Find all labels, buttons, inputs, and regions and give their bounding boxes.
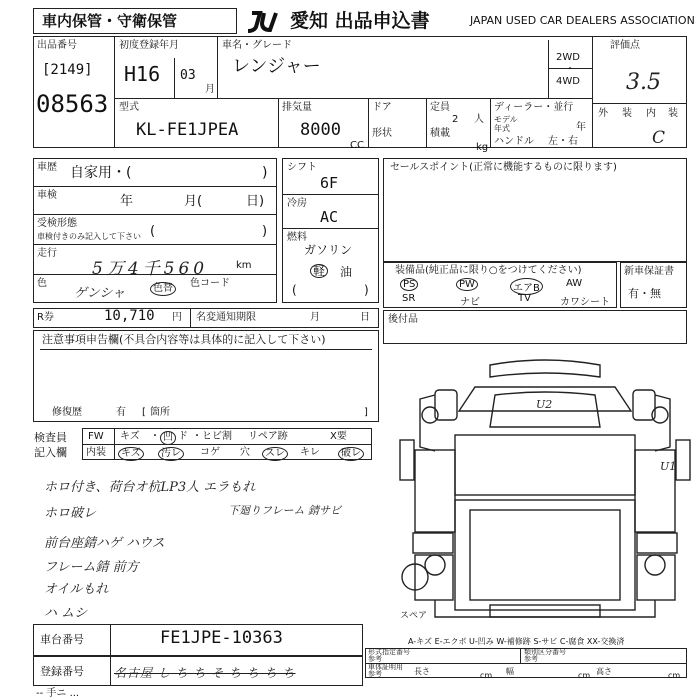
equip-navi: ナビ — [460, 297, 480, 308]
form-paren-open: ( — [150, 224, 156, 239]
drive-sep: ・ — [565, 64, 575, 75]
model-grade-value: レンジャー — [232, 56, 321, 77]
shaken-label: 車検 — [37, 190, 57, 201]
form-sub: 車検付きのみ記入して下さい — [37, 232, 141, 241]
rating-interior-value: C — [652, 128, 666, 148]
recycle-label: R券 — [37, 312, 54, 323]
mileage-label: 走行 — [37, 248, 57, 259]
load-label: 積載 — [430, 128, 450, 139]
color-value: ゲンシャ — [74, 286, 126, 301]
org-title: 愛知 出品申込書 — [290, 10, 430, 32]
footer-text: -- 手ニ ... — [36, 688, 80, 699]
fuel-paren-close: ) — [364, 283, 369, 297]
row2-head: 内装 — [86, 447, 106, 458]
note-line-2: ホロ破レ — [44, 506, 97, 521]
rating-appearance-label: 装 — [622, 108, 632, 119]
history-close: ) — [262, 165, 268, 181]
registration-month-unit: 月 — [205, 84, 215, 95]
width-label: 幅 — [506, 667, 514, 676]
diagram-mark-u1: U1 — [660, 460, 677, 473]
row2-item-rub: スレ — [262, 447, 288, 461]
rating-value: 3.5 — [626, 70, 661, 95]
displacement-value: 8000 — [300, 120, 341, 140]
parking-label: 車内保管・守衛保管 — [42, 12, 178, 30]
caution-label: 注意事項申告欄(不具合内容等は具体的に記入して下さい) — [42, 333, 326, 346]
color-code-label: 色コード — [190, 278, 230, 289]
registration-label: 初度登録年月 — [119, 40, 179, 51]
row1-sep-2: ・ — [192, 431, 202, 442]
notice-label: 名変通知期限 — [196, 312, 256, 323]
length-cm: cm — [480, 671, 493, 680]
note-line-1: ホロ付き、荷台オ杭LP3人 エラもれ — [44, 480, 256, 495]
note-line-5: オイルもれ — [44, 582, 109, 597]
aircon-value: AC — [320, 208, 339, 226]
chassis-value: FE1JPE-10363 — [160, 628, 283, 648]
sales-point-label: セールスポイント(正常に機能するものに限ります) — [390, 162, 617, 173]
lot-number: 08563 — [36, 90, 109, 118]
notice-month-unit: 月 — [310, 312, 320, 323]
notice-day-unit: 日 — [360, 312, 370, 323]
org-english: JAPAN USED CAR DEALERS ASSOCIATION — [470, 14, 695, 27]
class-label: 類別区分番号 参考 — [524, 648, 566, 663]
note-line-6: ハ ムシ — [44, 606, 88, 621]
equip-sr: SR — [402, 293, 416, 304]
row1-sep-1: ・ — [150, 431, 160, 442]
inspector-label: 検査員 — [34, 431, 67, 444]
lot-sub-number: [2149] — [42, 62, 93, 78]
row2-item-scratch: キズ — [118, 447, 144, 461]
color-changed: 色替 — [150, 282, 176, 296]
equip-aw: AW — [566, 278, 583, 289]
row2-item-cut: キレ — [300, 447, 320, 458]
row1-item-repair: リペア跡 — [248, 431, 288, 442]
dealer-label: ディーラー・並行 — [494, 102, 574, 113]
row2-item-dirt: 汚レ — [158, 447, 184, 461]
size-label: 車体証明用 参考 — [368, 663, 403, 678]
shift-value: 6F — [320, 174, 339, 192]
registration-year: H16 — [124, 62, 161, 86]
lot-label: 出品番号 — [37, 40, 77, 51]
note-right: 下廻りフレーム 錆サビ — [228, 504, 342, 517]
recycle-unit: 円 — [172, 312, 182, 323]
handle-value: 左・右 — [548, 136, 578, 147]
spare-label: スペア — [400, 611, 428, 621]
row2-item-burn: コゲ — [200, 447, 220, 458]
equip-seat: カワシート — [560, 297, 610, 308]
rating-interior-suffix: 装 — [668, 108, 678, 119]
row1-item-dent: 凹 — [160, 431, 176, 445]
model-code-value: KL-FE1JPEA — [136, 120, 239, 140]
shaken-year-unit: 年 — [120, 194, 134, 209]
height-cm: cm — [668, 671, 681, 680]
row1-item-crack: ヒビ割 — [202, 431, 232, 442]
recycle-value: 10,710 — [104, 308, 155, 324]
fuel-oil: 油 — [340, 265, 353, 279]
mileage-unit: km — [236, 260, 252, 271]
cert-label: 形式指定番号 参考 — [368, 648, 410, 663]
year-unit: 年 — [576, 122, 586, 133]
model-code-label: 型式 — [119, 102, 139, 113]
capacity-value: 2 — [452, 114, 459, 125]
color-label: 色 — [37, 278, 47, 289]
height-label: 高さ — [596, 667, 612, 676]
aircon-label: 冷房 — [287, 198, 307, 209]
note-line-3: 前台座錆ハゲ ハウス — [44, 536, 165, 551]
plate-marks: 名古屋 し ち ち そ ち ち ち ち — [114, 666, 296, 680]
entry-label: 記入欄 — [34, 446, 67, 459]
equip-pw: PW — [456, 278, 478, 291]
diagram-mark-u2: U2 — [536, 398, 553, 411]
equip-tv: TV — [518, 293, 531, 304]
row1-head: FW — [88, 431, 104, 442]
fuel-diesel: 軽 — [310, 264, 328, 278]
row1-item-replace: X要 — [330, 431, 347, 442]
mileage-value: 5万4千560 — [92, 259, 209, 279]
row2-item-torn: 破レ — [338, 447, 364, 461]
row2-item-hole: 穴 — [240, 447, 250, 458]
post-fit-box — [383, 310, 687, 344]
vehicle-damage-diagram — [395, 355, 695, 625]
displacement-label: 排気量 — [282, 102, 312, 113]
damage-legend: A-キズ E-エクボ U-凹み W-補修跡 S-サビ C-腐食 XX-交換済 — [408, 637, 625, 646]
model-grade-label: 車名・グレード — [222, 40, 292, 51]
handle-label: ハンドル — [494, 136, 534, 147]
displacement-unit: CC — [350, 140, 364, 151]
rating-interior-label: 内 — [646, 108, 656, 119]
repair-label: 修復歴 — [52, 407, 82, 418]
shift-label: シフト — [287, 162, 317, 173]
chassis-label: 車台番号 — [40, 633, 84, 646]
form-label: 受検形態 — [37, 218, 77, 229]
history-label: 車歴 — [37, 162, 57, 173]
history-value: 自家用・( — [70, 165, 132, 181]
load-unit: kg — [476, 142, 489, 153]
plate-label: 登録番号 — [40, 665, 84, 678]
top-section — [33, 36, 687, 148]
shaken-month-unit: 月( — [184, 194, 203, 209]
rating-exterior-label: 外 — [598, 108, 608, 119]
ju-logo — [246, 9, 286, 33]
warranty-value: 有・無 — [628, 287, 661, 300]
length-label: 長さ — [414, 667, 430, 676]
doors-label: ドア — [372, 102, 392, 113]
repair-parts-label: 箇所 — [150, 407, 170, 418]
fuel-paren-open: ( — [292, 283, 297, 297]
row1-item-scratch: キズ — [120, 431, 140, 442]
note-line-4: フレーム錆 前方 — [44, 560, 139, 575]
repair-parts-open: [ — [142, 407, 146, 418]
equipment-label: 装備品(純正品に限り○をつけてください) — [395, 265, 582, 276]
capacity-unit: 人 — [474, 114, 484, 125]
warranty-label: 新車保証書 — [624, 266, 674, 277]
shaken-day-unit: 日) — [246, 194, 265, 209]
drive-4wd: 4WD — [556, 76, 580, 87]
width-cm: cm — [578, 671, 591, 680]
registration-month: 03 — [180, 68, 196, 83]
fuel-label: 燃料 — [287, 232, 307, 243]
shape-label: 形状 — [372, 128, 392, 139]
repair-value: 有 — [116, 407, 126, 418]
rating-label: 評価点 — [610, 40, 640, 51]
form-paren-close: ) — [262, 224, 268, 239]
post-fit-label: 後付品 — [388, 314, 418, 325]
repair-parts-close: ] — [364, 407, 368, 418]
capacity-label: 定員 — [430, 102, 450, 113]
row1-item-dent-suffix: ド — [178, 431, 188, 442]
equip-ps: PS — [400, 278, 418, 291]
drive-2wd: 2WD — [556, 52, 580, 63]
equip-airbag: エアB — [510, 278, 543, 295]
fuel-gasoline: ガソリン — [304, 243, 353, 257]
model-year-label: モデル 年式 — [494, 115, 518, 133]
